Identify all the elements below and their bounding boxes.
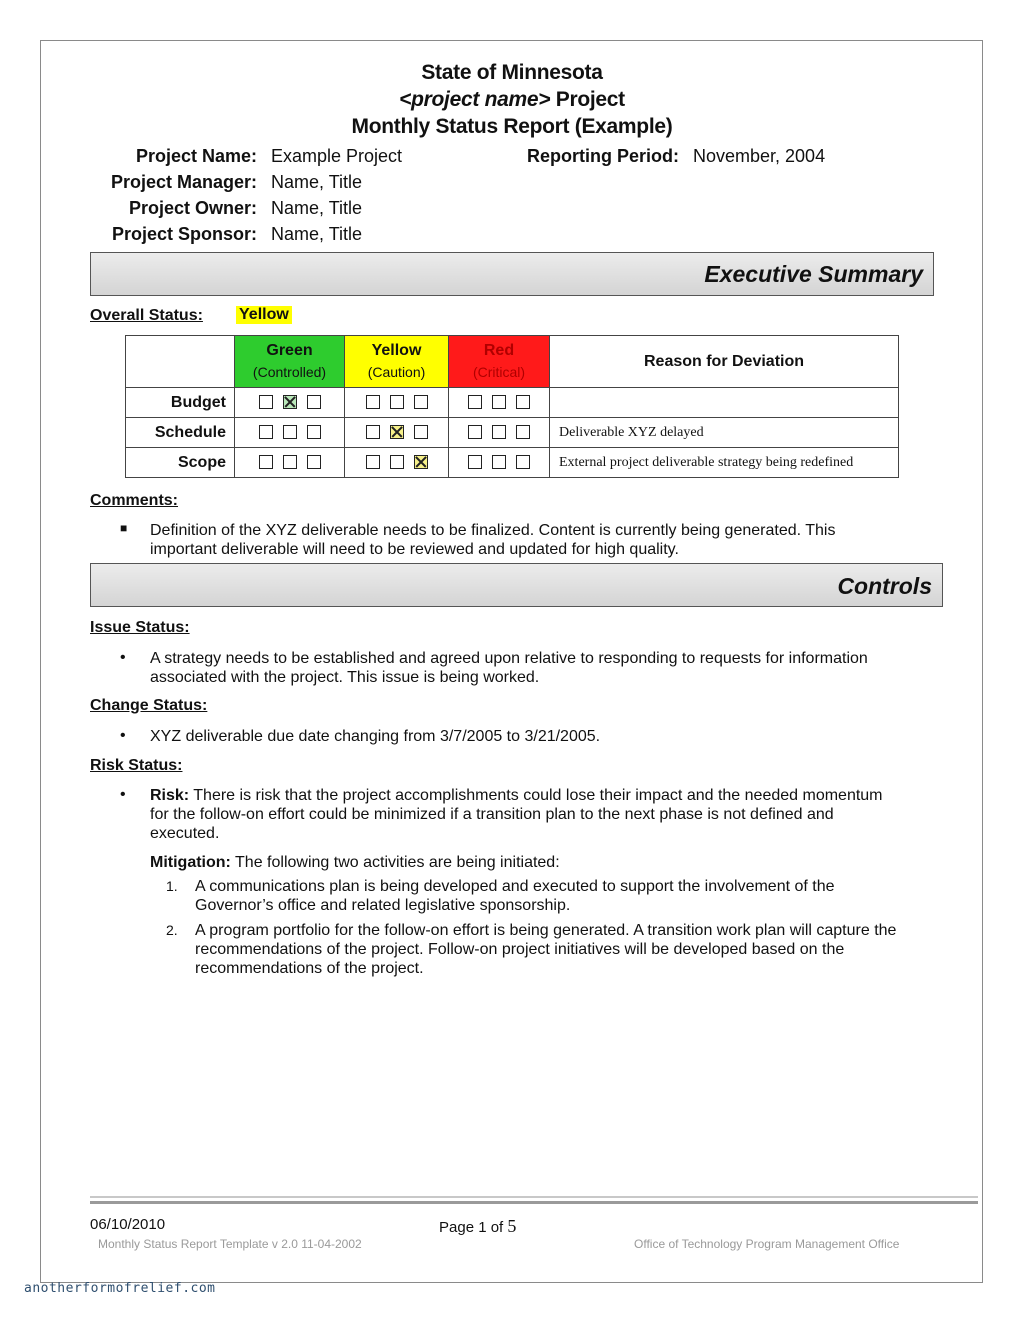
checkbox[interactable]: [492, 425, 506, 439]
budget-yellow-boxes: [345, 388, 449, 418]
header-green-sub: (Controlled): [252, 364, 327, 380]
footer-office-line: Office of Technology Program Management Office: [634, 1237, 900, 1251]
checkbox[interactable]: [307, 395, 321, 409]
list-number: 1.: [166, 878, 178, 894]
scope-red-boxes: [449, 448, 550, 478]
project-manager-value: Name, Title: [271, 172, 363, 192]
schedule-green-boxes: [235, 418, 345, 448]
checkbox[interactable]: [259, 425, 273, 439]
comments-label: Comments:: [90, 492, 179, 509]
bullet-icon: •: [120, 649, 126, 666]
list-number: 2.: [166, 922, 178, 938]
list-item: recommendations of the project.: [195, 960, 424, 977]
header-red: [449, 336, 550, 388]
table-row: [126, 388, 899, 418]
row-label-budget: Budget: [126, 388, 235, 418]
checkbox[interactable]: [468, 395, 482, 409]
project-name-placeholder: <project name>: [399, 88, 551, 111]
checkbox-checked[interactable]: [390, 425, 404, 439]
header-yellow-sub: (Caution): [367, 364, 426, 380]
scope-yellow-boxes: [345, 448, 449, 478]
bullet-icon: ■: [120, 521, 128, 535]
risk-line: [150, 786, 883, 805]
checkbox[interactable]: [366, 395, 380, 409]
scope-reason: External project deliverable strategy being redefined: [550, 448, 899, 478]
document-title-state: State of Minnesota: [421, 61, 603, 84]
project-owner-value: Name, Title: [271, 198, 363, 218]
checkbox[interactable]: [283, 455, 297, 469]
project-word: Project: [550, 88, 625, 111]
document-title-report: Monthly Status Report (Example): [351, 115, 673, 138]
row-label-schedule: Schedule: [126, 418, 235, 448]
risk-line: executed.: [150, 825, 220, 842]
project-name-value: Example Project: [271, 146, 403, 166]
list-item: A program portfolio for the follow-on effort is being generated. A transition work plan will capture the: [195, 922, 897, 939]
checkbox[interactable]: [390, 455, 404, 469]
overall-status-label: Overall Status:: [90, 307, 203, 324]
checkbox[interactable]: [516, 455, 530, 469]
header-red-sub: (Critical): [472, 364, 526, 380]
change-line: XYZ deliverable due date changing from 3/7/2005 to 3/21/2005.: [150, 728, 601, 745]
risk-bold-label: Risk:: [150, 787, 190, 804]
controls-banner: [90, 563, 943, 607]
header-yellow-name: Yellow: [371, 342, 422, 359]
document-title-project: [0, 88, 1024, 112]
budget-green-boxes: [235, 388, 345, 418]
issue-line: A strategy needs to be established and agreed upon relative to responding to requests for information: [150, 650, 868, 667]
status-table-header-row: [126, 336, 899, 388]
list-item: A communications plan is being developed and executed to support the involvement of the: [195, 878, 835, 895]
page-total: 5: [507, 1216, 517, 1236]
footer-page-number: [439, 1216, 516, 1237]
executive-summary-heading: Executive Summary: [704, 261, 923, 287]
checkbox[interactable]: [414, 425, 428, 439]
project-owner-label: Project Owner:: [128, 198, 257, 218]
scope-green-boxes: [235, 448, 345, 478]
checkbox-checked[interactable]: [283, 395, 297, 409]
comment-line: Definition of the XYZ deliverable needs to be finalized. Content is currently being generated. This: [150, 522, 836, 539]
project-name-label: Project Name:: [135, 146, 257, 166]
watermark-text: anotherformofrelief.com: [24, 1281, 216, 1296]
checkbox[interactable]: [492, 395, 506, 409]
checkbox[interactable]: [366, 455, 380, 469]
risk-status-label: Risk Status:: [90, 757, 183, 774]
checkbox-checked[interactable]: [414, 455, 428, 469]
schedule-yellow-boxes: [345, 418, 449, 448]
budget-red-boxes: [449, 388, 550, 418]
budget-reason: [550, 388, 899, 418]
header-green: [235, 336, 345, 388]
checkbox[interactable]: [516, 395, 530, 409]
executive-summary-banner: [90, 252, 934, 296]
risk-text: There is risk that the project accomplishments could lose their impact and the needed momentum: [189, 787, 883, 804]
mitigation-text: The following two activities are being initiated:: [230, 854, 560, 871]
project-sponsor-label: Project Sponsor:: [111, 224, 257, 244]
checkbox[interactable]: [259, 455, 273, 469]
checkbox[interactable]: [307, 425, 321, 439]
checkbox[interactable]: [366, 425, 380, 439]
row-label-scope: Scope: [126, 448, 235, 478]
footer-rule-dark: [90, 1201, 978, 1204]
reason-header: Reason for Deviation: [550, 336, 899, 388]
mitigation-bold-label: Mitigation:: [150, 854, 231, 871]
checkbox[interactable]: [283, 425, 297, 439]
header-yellow: [345, 336, 449, 388]
page-prefix: Page 1 of: [439, 1219, 508, 1236]
footer-date: 06/10/2010: [90, 1216, 166, 1233]
list-item: Governor’s office and related legislative sponsorship.: [195, 897, 571, 914]
controls-heading: Controls: [837, 573, 932, 599]
header-red-name: Red: [483, 342, 515, 359]
checkbox[interactable]: [414, 395, 428, 409]
list-item: recommendations of the project. Follow-on project initiatives will be developed based on the: [195, 941, 845, 958]
footer-template-line: Monthly Status Report Template v 2.0 11-04-2002: [98, 1237, 362, 1251]
mitigation-line: [150, 853, 560, 872]
project-manager-label: Project Manager:: [110, 172, 257, 192]
reporting-period-value: November, 2004: [693, 146, 826, 166]
checkbox[interactable]: [492, 455, 506, 469]
bullet-icon: •: [120, 786, 126, 803]
status-table: [125, 335, 899, 478]
header-green-name: Green: [266, 342, 313, 359]
schedule-red-boxes: [449, 418, 550, 448]
reporting-period-label: Reporting Period:: [527, 146, 679, 166]
checkbox[interactable]: [516, 425, 530, 439]
checkbox[interactable]: [468, 425, 482, 439]
bullet-icon: •: [120, 727, 126, 744]
change-status-label: Change Status:: [90, 697, 208, 714]
corner-cell: [126, 336, 235, 388]
overall-status-badge: Yellow: [236, 306, 292, 324]
checkbox[interactable]: [468, 455, 482, 469]
checkbox[interactable]: [259, 395, 273, 409]
schedule-reason: Deliverable XYZ delayed: [550, 418, 899, 448]
project-sponsor-value: Name, Title: [271, 224, 363, 244]
issue-status-label: Issue Status:: [90, 619, 190, 636]
risk-line: for the follow-on effort could be minimized if a transition plan to the next phase is not defined and: [150, 806, 834, 823]
footer-rule-light: [90, 1196, 978, 1198]
comment-line: important deliverable will need to be reviewed and updated for high quality.: [150, 541, 679, 558]
checkbox[interactable]: [307, 455, 321, 469]
issue-line: associated with the project. This issue is being worked.: [150, 669, 540, 686]
checkbox[interactable]: [390, 395, 404, 409]
table-row: [126, 448, 899, 478]
table-row: [126, 418, 899, 448]
